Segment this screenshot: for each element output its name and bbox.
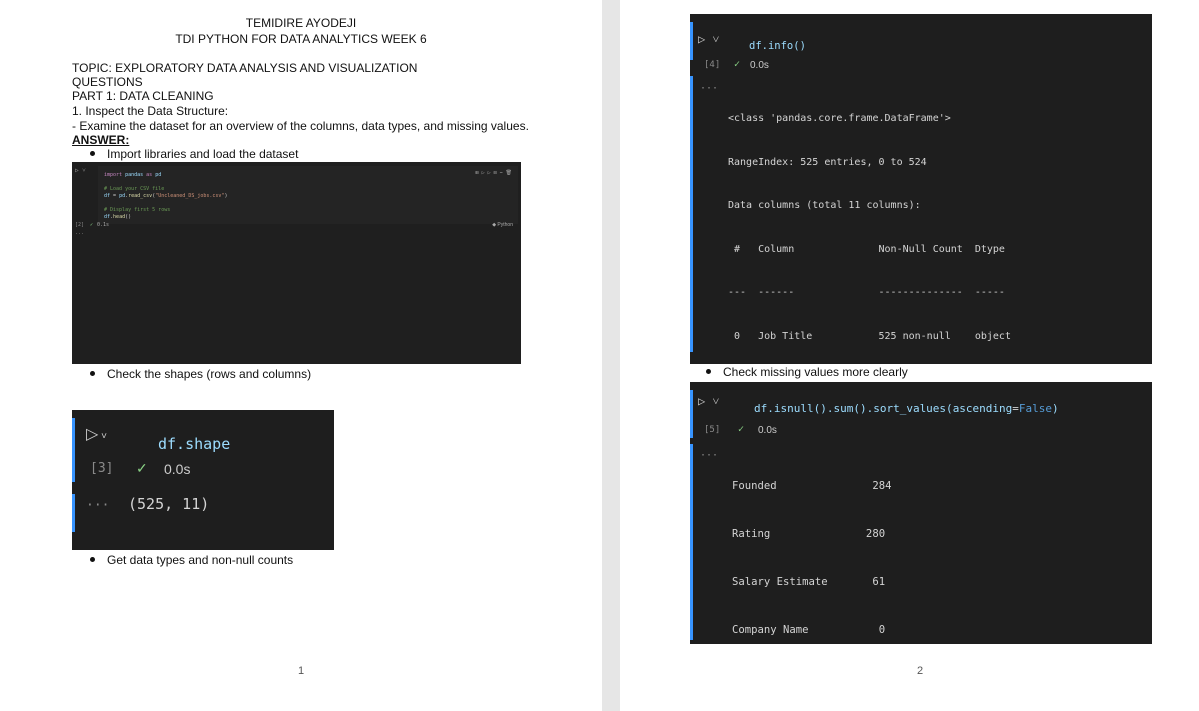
run-cell-icon[interactable]: ▷ ˅ [698,394,720,408]
answer-heading: ANSWER: [72,133,130,147]
isnull-output [732,446,891,644]
output-line: <class 'pandas.core.frame.DataFrame'> [728,113,951,124]
bullet-data-types: Get data types and non-null counts [90,553,293,567]
output-line: Founded 284 [732,480,892,492]
check-icon: ✓ [738,424,745,435]
exec-count: [3] [90,461,114,476]
bullet-dot [90,371,95,376]
part-heading: PART 1: DATA CLEANING [72,89,214,103]
output-line: Salary Estimate 61 [732,576,886,588]
output-ellipsis: ··· [700,83,719,94]
output-ellipsis: ··· [86,498,110,513]
cell-focus-bar [72,418,75,482]
cell-toolbar-icons[interactable]: ⊞ ▷ ▷ ⊟ ⋯ 🗑 [475,170,512,176]
code-editor[interactable]: import pandas as pd # Load your CSV file df = pd.read_csv("Uncleaned_DS_jobs.csv") # Display first 5 rows df.head() ⊞ ▷ ▷ ⊟ ⋯ 🗑 [98,166,518,224]
bullet-dot [90,151,95,156]
output-line: Data columns (total 11 columns): [728,200,921,211]
document-page-2 [620,0,1199,711]
check-icon: ✓ [136,460,148,476]
exec-count: [4] [704,60,721,70]
output-ellipsis: ··· [700,450,719,461]
exec-count: [2] [75,222,85,228]
topic-line: TOPIC: EXPLORATORY DATA ANALYSIS AND VISUALIZATION [72,61,418,75]
cell-focus-bar [690,22,693,60]
questions-heading: QUESTIONS [72,75,143,89]
output-line: 0 Job Title 525 non-null object [728,330,1017,342]
notebook-cell-info [690,14,1152,364]
check-icon: ✓ [734,59,741,70]
author-name: TEMIDIRE AYODEJI [245,16,357,30]
run-cell-icon[interactable]: ▷ ˅ [698,32,720,46]
code-editor[interactable]: df.isnull().sum().sort_values(ascending=False) [754,402,1059,415]
info-output [728,83,1017,364]
bullet-dot [706,369,711,374]
output-line: # Column Non-Null Count Dtype [728,243,1017,255]
output-focus-bar [690,444,693,640]
question-1: 1. Inspect the Data Structure: [72,104,229,118]
exec-time: 0.1s [97,222,110,228]
notebook-cell-isnull [690,382,1152,644]
output-focus-bar [690,76,693,352]
question-1-detail: - Examine the dataset for an overview of the columns, data types, and missing values. [72,119,529,133]
cell-focus-bar [690,390,693,438]
exec-time: 0.0s [164,461,191,477]
language-label: ◆ Python [492,222,513,228]
run-cell-icon[interactable]: ▷ ˅ [86,426,107,443]
exec-time: 0.0s [758,425,777,436]
code-editor[interactable]: df.shape [158,435,231,453]
page-number: 2 [917,665,924,677]
notebook-cell-head [72,162,521,364]
document-title: TDI PYTHON FOR DATA ANALYTICS WEEK 6 [175,32,427,46]
run-cell-icon[interactable]: ▷ ˅ [75,167,86,174]
shape-output: (525, 11) [128,495,210,513]
output-ellipsis: ... [75,230,85,236]
output-line: Company Name 0 [732,624,886,636]
output-line: --- ------ -------------- ----- [728,287,1017,298]
code-editor[interactable]: df.info() [749,40,806,52]
bullet-dot [90,557,95,562]
output-line: RangeIndex: 525 entries, 0 to 524 [728,156,927,168]
page-number: 1 [298,665,305,677]
notebook-cell-shape [72,410,334,550]
output-line: Rating 280 [732,528,886,540]
exec-count: [5] [704,425,721,435]
bullet-import-libraries: Import libraries and load the dataset [90,147,298,161]
exec-time: 0.0s [750,60,769,71]
bullet-check-shapes: Check the shapes (rows and columns) [90,367,311,381]
check-icon: ✓ [90,222,94,228]
bullet-check-missing: Check missing values more clearly [706,365,908,379]
output-focus-bar [72,494,75,532]
